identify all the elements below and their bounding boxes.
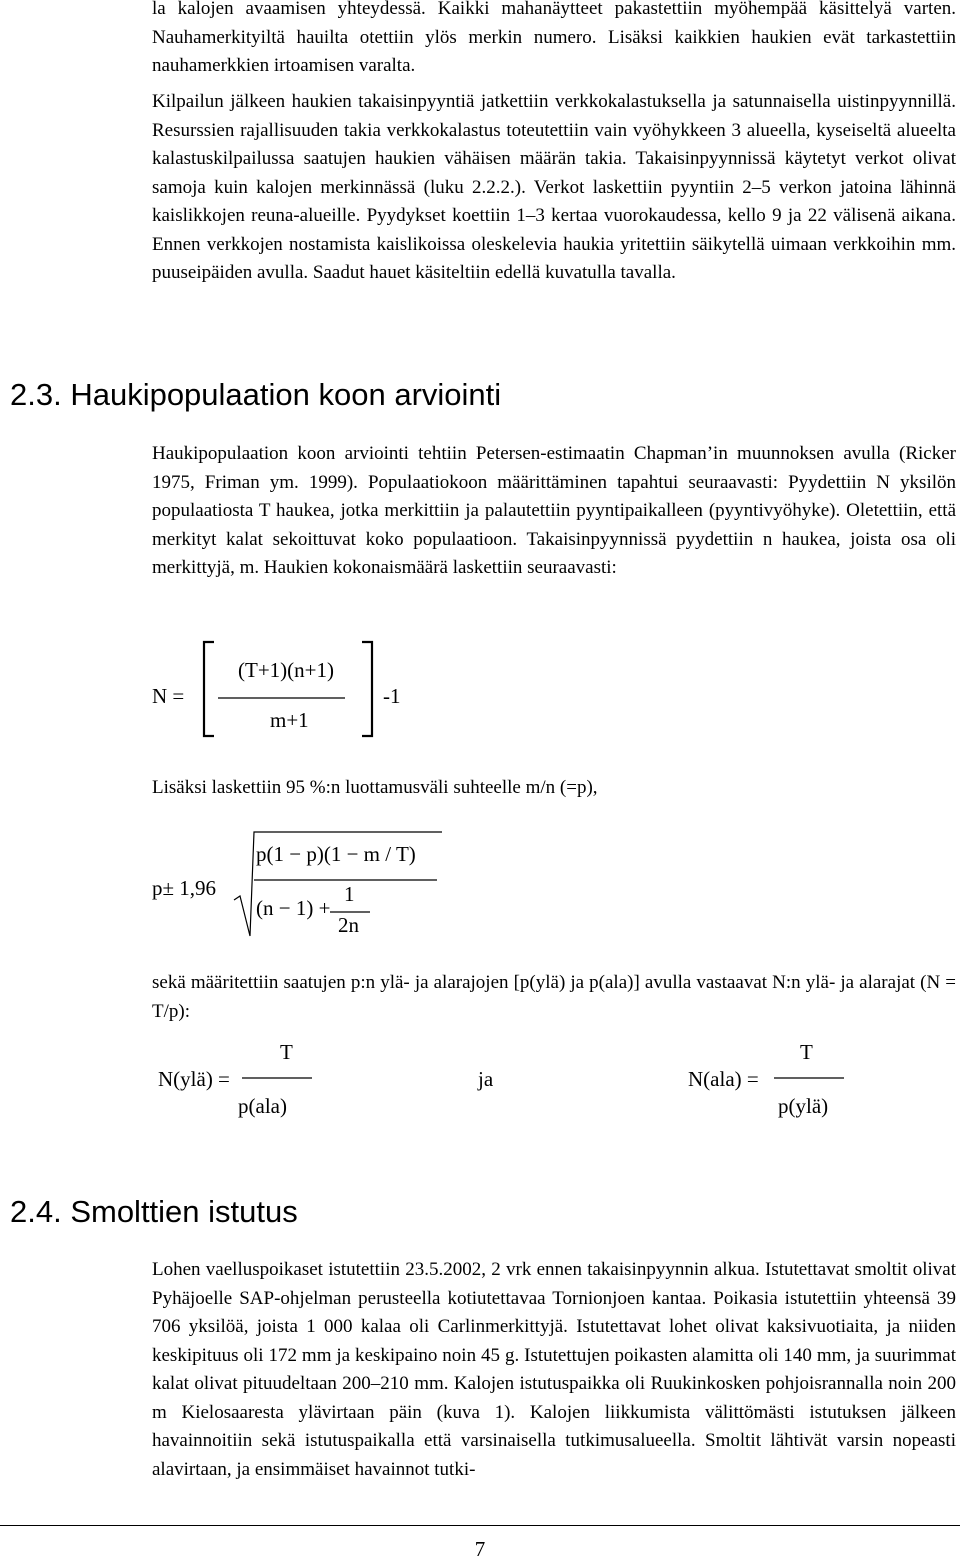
formula-limit-left-numerator: T xyxy=(280,1040,293,1064)
formula-limit-left-denominator: p(ala) xyxy=(238,1094,287,1118)
page-number: 7 xyxy=(474,1537,486,1561)
formula-ci-prefix: p± 1,96 xyxy=(152,876,217,900)
formula-limit-middle: ja xyxy=(478,1067,494,1091)
section-heading-2-3: 2.3. Haukipopulaation koon arviointi xyxy=(10,377,502,412)
formula-limit-right-lhs: N(ala) = xyxy=(688,1067,759,1091)
section-2-3-paragraph-1: Haukipopulaation koon arviointi tehtiin Petersen-estimaatin Chapman’in muunnoksen avulla (Ricker 1975, Friman ym. 1999). Populaatiokoon määrittäminen tapahtui seuraavasti: Pyydettiin N yksilön populaatiosta T haukea, jotka merkittiin ja palautettiin pyyntipaikalleen (pyyntivyöhyke). Oletettiin, että merkityt kalat sekoittuvat koko populaatioon. Takaisinpyynnissä pyydettiin n haukea, joista osa oli merkittyjä, m. Haukien kokonaismäärä laskettiin seuraavasti: xyxy=(152,443,956,578)
section-2-3-paragraph-2: Lisäksi laskettiin 95 %:n luottamusväli suhteelle m/n (=p), xyxy=(152,777,598,798)
formula-ci-numerator: p(1 − p)(1 − m / T) xyxy=(256,842,416,866)
formula-n-numerator: (T+1)(n+1) xyxy=(238,658,334,682)
formula-ci-inner-denominator: 2n xyxy=(338,913,359,937)
formula-limit-right-numerator: T xyxy=(800,1040,813,1064)
formula-n-lhs: N = xyxy=(152,684,185,708)
section-2-3-paragraph-3: sekä määritettiin saatujen p:n ylä- ja alarajojen [p(ylä) ja p(ala)] avulla vastaavat N:n ylä- ja alarajat (N = T/p): xyxy=(152,972,956,1022)
formula-n-denominator: m+1 xyxy=(270,708,309,732)
footer-rule xyxy=(0,1525,960,1526)
formula-ci-inner-numerator: 1 xyxy=(344,882,355,906)
section-heading-2-4: 2.4. Smolttien istutus xyxy=(10,1194,298,1229)
formula-limit-left-bar xyxy=(240,1076,320,1080)
formula-limit-right-denominator: p(ylä) xyxy=(778,1094,829,1118)
intro-paragraph-1: la kalojen avaamisen yhteydessä. Kaikki mahanäytteet pakastettiin myöhempää käsittelyä varten. Nauhamerkityiltä hauilta otettiin ylös merkin numero. Lisäksi kaikkien haukien evät tarkastettiin nauhamerkkien irtoamisen varalta. xyxy=(152,0,956,76)
formula-ci-denominator-left: (n − 1) + xyxy=(256,896,331,920)
formula-limit-right-bar xyxy=(772,1076,852,1080)
section-2-4-paragraph-1: Lohen vaelluspoikaset istutettiin 23.5.2002, 2 vrk ennen takaisinpyynnin alkua. Istutettavat smoltit olivat Pyhäjoelle SAP-ohjelman perusteella kotiutettavaa Tornionjoen kantaa. Poikasia istutettiin yhteensä 39 706 yksilöä, joista 1 000 kalaa oli Carlinmerkittyjä. Istutettavat lohet olivat kaksivuotiaita, ja niiden keskipituus oli 172 mm ja keskipaino noin 45 g. Istutettujen poikasten alamitta oli 140 mm, ja suurimmat kalat olivat pituudeltaan 200–210 mm. Kalojen istutuspaikka oli Ruukinkosken pohjoisrannalla noin 200 m Kielosaaresta ylävirtaan päin (kuva 1). Kalojen liikkumista välittömästi istutuksen jälkeen havainnoitiin sekä istutuspaikalla että varsinaisella tutkimusalueella. Smoltit lähtivät varsin nopeasti alavirtaan, ja ensimmäiset havainnot tutki- xyxy=(152,1259,956,1480)
formula-limit-left-lhs: N(ylä) = xyxy=(158,1067,230,1091)
formula-n-suffix: -1 xyxy=(383,684,401,708)
intro-paragraph-2: Kilpailun jälkeen haukien takaisinpyyntiä jatkettiin verkkokalastuksella ja satunnaisella uistinpyynnillä. Resurssien rajallisuuden takia verkkokalastus toteutettiin vain vyöhykkeen 3 alueella, kyseiseltä alueelta kalastuskilpailussa saatujen haukien vähäisen määrän takia. Takaisinpyynnissä käytetyt verkot olivat samoja kuin kalojen merkinnässä (luku 2.2.2.). Verkot laskettiin pyyntiin 2–5 verkon jatoina lähinnä kaislikkojen reuna-alueille. Pyydykset koettiin 1–3 kertaa vuorokaudessa, kello 9 ja 22 välisenä aikana. Ennen verkkojen nostamista kaislikoissa oleskelevia haukia yritettiin säikytellä uimaan verkkoihin mm. puuseipäiden avulla. Saadut hauet käsiteltiin edellä kuvatulla tavalla. xyxy=(152,91,956,283)
